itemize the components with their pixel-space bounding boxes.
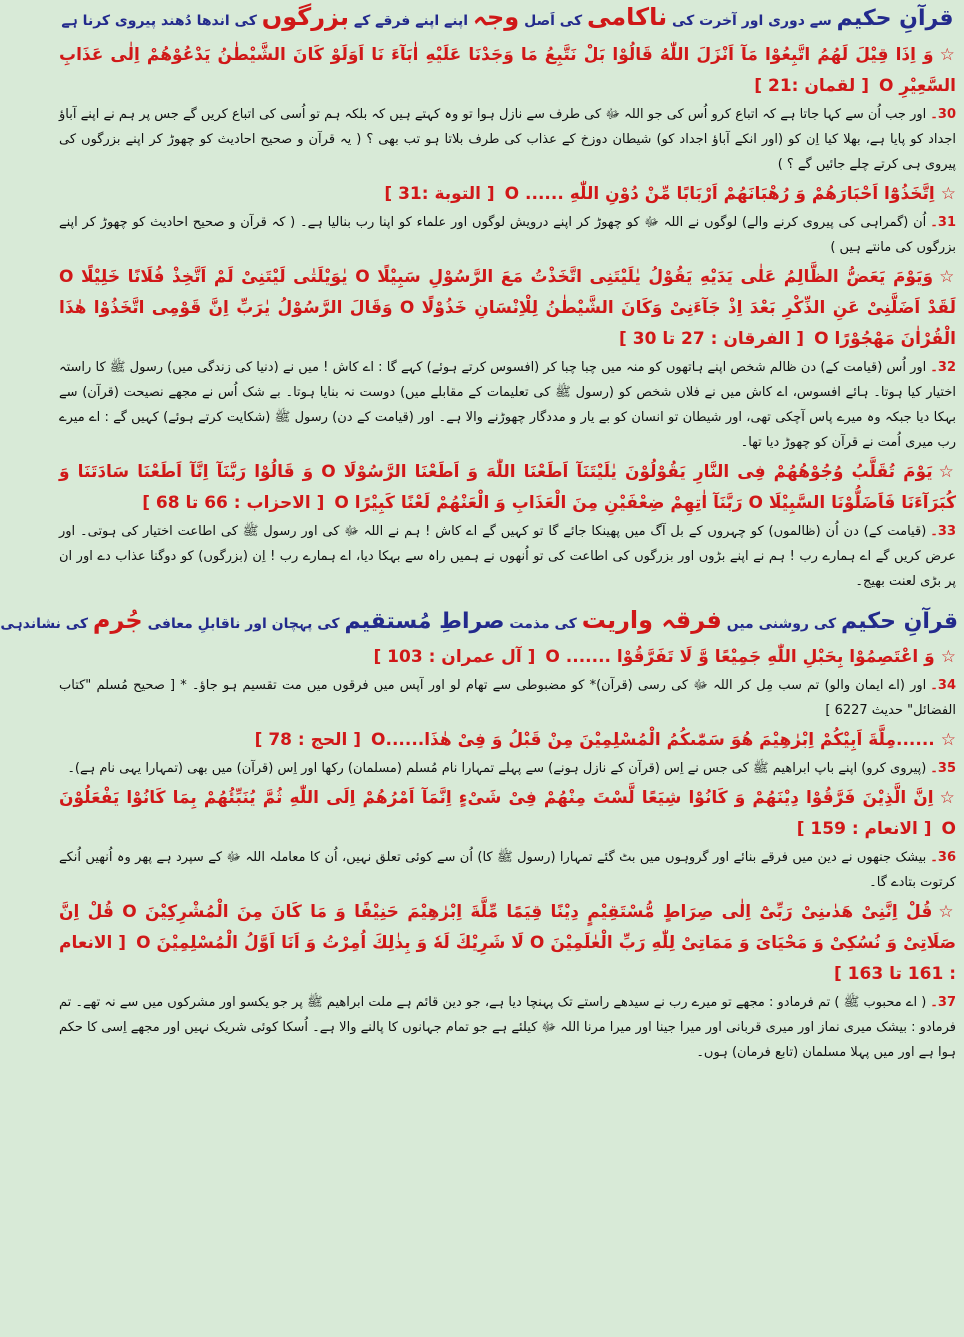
ayah-reference: [ التوبة :31 ] [384, 184, 495, 204]
ayah-text: ......مِلَّةَ اَبِيْكُمْ اِبْرٰهِيْمَ هُوَ سَمّٰىكُمُ الْمُسْلِمِيْنَ مِنْ قَبْلُ وَ فِىْ هٰذَا......O [371, 730, 935, 750]
star-icon: ☆ [938, 462, 957, 482]
ayah-text: وَيَوْمَ يَعَضُّ الظَّالِمُ عَلٰى يَدَيْهِ يَقُوْلُ يٰلَيْتَنِى اتَّخَذْتُ مَعَ الرَّسُوْلِ سَبِيْلًا O يٰوَيْلَتٰى لَيْتَنِىْ لَمْ اَتَّخِذْ فُلَانًا خَلِيْلًا O لَقَدْ اَضَلَّنِىْ عَنِ الذِّكْرِ بَعْدَ اِذْ جَآءَنِىْ وَكَانَ الشَّيْطٰنُ لِلْاِنْسَانِ خَذُوْلًا O وَقَالَ الرَّسُوْلُ يٰرَبِّ اِنَّ قَوْمِى اتَّخَذُوْا هٰذَا الْقُرْاٰنَ مَهْجُوْرًا O [59, 267, 956, 349]
translation-number: 35۔ [930, 761, 956, 776]
ayah-reference: [ الانعام : 159 ] [796, 819, 932, 839]
translation-number: 36۔ [930, 850, 956, 865]
translation-text: اور (اے ایمان والو) تم سب مِل کر اللہ ﷻ کی رسی (قرآن)* کو مضبوطی سے تھام لو اور آپس میں فرقوں میں مت تقسیم ہو جاؤ۔ * [ صحیح مُسلم "کتاب الفضائل" حدیث 6227 ] [59, 678, 956, 718]
heading-1-part-2: سے دوری اور آخرت کی [667, 13, 837, 29]
star-icon: ☆ [939, 788, 956, 808]
star-icon: ☆ [940, 184, 956, 204]
ayah-text: وَ اعْتَصِمُوْا بِحَبْلِ اللّٰهِ جَمِيْعًا وَّ لَا تَفَرَّقُوْا ....... O [545, 647, 935, 667]
translation-number: 37۔ [930, 995, 956, 1010]
translation-text: (قیامت کے) دن اُن (ظالموں) کو چہروں کے بل آگ میں پھینکا جائے گا تو کہیں گے اے کاش ! ہم نے اللہ ﷻ کی اور رسول ﷺ کی اطاعت اختیار کی ہوتی۔ اور عرض کریں گے اے ہمارے رب ! ہم نے اپنے بڑوں اور بزرگوں کی اطاعت کی تو اُنھوں نے ہمیں راہ سے بہکا دیا، اے ہمارے رب ! اِن (بزرگوں) کو دوگنا عذاب دے اور ان پر بڑی لعنت بھیج۔ [59, 524, 956, 589]
heading-1-part-8: کی اندھا دُھند پیروی کرنا ہے [61, 13, 262, 29]
translation-text: اور اُس (قیامت کے) دن ظالم شخص اپنے ہاتھوں کو منہ میں چبا چبا کر (افسوس کرتے ہوئے) کہے گا : اے کاش ! میں نے (دنیا کی زندگی میں) رسول ﷺ کا راستہ اختیار کیا ہوتا۔ ہائے افسوس، اے کاش میں نے فلاں شخص کو (رسول ﷺ کی تعلیمات کے مقابلے میں) دوست نہ بنایا ہوتا۔ بے شک اُس نے مجھے نصیحت (قرآن) سے بہکا دیا جبکہ وہ میرے پاس آچکی تھی، اور شیطان تو انسان کو بے یار و مددگار چھوڑنے والا ہے۔ اور (قیامت کے دن) رسول ﷺ (شکایت کرتے ہوئے) کہیں گے : اے میرے رب میری اُمت نے قرآن کو چھوڑ دیا تھا۔ [59, 360, 956, 450]
star-icon: ☆ [940, 647, 956, 667]
heading-2 [0, 598, 964, 642]
translation-number: 34۔ [930, 678, 956, 693]
heading-2-part-8: کی نشاندہی [0, 616, 93, 632]
heading-1-part-6: اپنے اپنے فرقے کے [349, 13, 473, 29]
heading-1-part-3: ناکامی [586, 3, 668, 31]
ayah-30 [51, 40, 964, 102]
translation-text: اور جب اُن سے کہا جاتا ہے کہ اتباع کرو اُس کی جو اللہ ﷻ کی طرف سے نازل ہوا تو وہ کہتے ہیں کہ بلکہ ہم تو اُسی کی اتباع کریں گے جس پر ہم نے اپنے آباؤ اجداد کو پایا ہے، بھلا کیا اِن کو (اور انکے آباؤ اجداد کو) شیطان دوزخ کے عذاب کی طرف بلاتا ہو تب بھی ؟ ( یہ قرآن و صحیح احادیث کو چھوڑ کر اپنے بزرگوں کی پیروی ہی کرتے چلے جائیں گے ؟ ) [59, 107, 956, 172]
ayah-37 [51, 897, 964, 990]
heading-2-part-5: صراطِ مُستقیم [344, 609, 505, 634]
translation-text: اُن (گمراہی کی پیروی کرنے والے) لوگوں نے اللہ ﷻ کو چھوڑ کر اپنے درویش لوگوں اور علماء کو اپنا رب بنالیا ہے۔ ( کہ قرآن و صحیح احادیث کو چھوڑ کر اپنے بزرگوں کی مانتے ہیں ) [59, 215, 956, 255]
ayah-35 [51, 725, 964, 756]
heading-1-part-1: قرآنِ حکیم [836, 6, 954, 31]
ayah-text: اِتَّخَذُوْٓا اَحْبَارَهُمْ وَ رُهْبَانَهُمْ اَرْبَابًا مِّنْ دُوْنِ اللّٰهِ ...... O [504, 184, 935, 204]
heading-1-part-7: بزرگوں [261, 3, 349, 31]
translation-33 [51, 519, 964, 594]
star-icon: ☆ [940, 730, 956, 750]
ayah-reference: [ الانعام : 161 تا 163 ] [59, 933, 956, 984]
heading-2-part-1: قرآنِ حکیم [841, 609, 958, 634]
ayah-36 [51, 783, 964, 845]
heading-1-part-5: وجہ [472, 3, 520, 31]
translation-36 [51, 845, 964, 895]
ayah-34 [51, 642, 964, 673]
star-icon: ☆ [938, 902, 956, 922]
translation-30 [51, 102, 964, 177]
heading-1-part-4: کی اَصل [519, 13, 587, 29]
translation-number: 33۔ [930, 524, 956, 539]
ayah-text: قُلْ اِنَّنِىْ هَدٰىنِىْ رَبِّىْٓ اِلٰى صِرَاطٍ مُّسْتَقِيْمٍ دِيْنًا قِيَمًا مِّلَّةَ اِبْرٰهِيْمَ حَنِيْفًا وَ مَا كَانَ مِنَ الْمُشْرِكِيْنَ O قُلْ اِنَّ صَلَاتِىْ وَ نُسُكِىْ وَ مَحْيَاىَ وَ مَمَاتِىْ لِلّٰهِ رَبِّ الْعٰلَمِيْنَ O لَا شَرِيْكَ لَهٗ وَ بِذٰلِكَ اُمِرْتُ وَ اَنَا اَوَّلُ الْمُسْلِمِيْنَ O [59, 902, 956, 953]
heading-2-part-6: کی پہچان اور ناقابلِ معافی [142, 616, 345, 632]
ayah-31 [51, 179, 964, 210]
translation-text: ( اے محبوب ﷺ ) تم فرمادو : مجھے تو میرے رب نے سیدھے راستے تک پہنچا دیا ہے، جو دین قائم ہے ملت ابراھیم ﷺ پر جو یکسو اور مشرکوں میں سے نہ تھے۔ تم فرمادو : بیشک میری نماز اور میری قربانی اور میرا جینا اور میرا مرنا اللہ ﷻ کیلئے ہے جو تمام جہانوں کا پالنے والا ہے۔ اُسکا کوئی شریک نہیں اور مجھے اِسی کا حکم ہوا ہے اور میں پہلا مسلمان (تابع فرمان) ہوں۔ [59, 995, 956, 1060]
translation-37 [51, 990, 964, 1065]
ayah-text: وَ اِذَا قِيْلَ لَهُمُ اتَّبِعُوْا مَآ اَنْزَلَ اللّٰهُ قَالُوْا بَلْ نَتَّبِعُ مَا وَجَدْنَا عَلَيْهِ اٰبَآءَ نَا اَوَلَوْ كَانَ الشَّيْطٰنُ يَدْعُوْهُمْ اِلٰى عَذَابِ السَّعِيْرِ O [59, 45, 956, 96]
translation-31 [51, 210, 964, 260]
heading-2-part-4: کی مذمت [504, 616, 582, 632]
translation-number: 32۔ [930, 360, 956, 375]
ayah-reference: [ الحج : 78 ] [254, 730, 362, 750]
ayah-reference: [ لقمان :21 ] [754, 76, 869, 96]
star-icon: ☆ [939, 267, 956, 287]
translation-35 [51, 756, 964, 781]
translation-text: بیشک جنھوں نے دین میں فرقے بنائے اور گروہوں میں بٹ گئے تمہارا (رسول ﷺ کا) اُن سے کوئی تعلق نہیں، اُن کا معاملہ اللہ ﷻ کے سپرد ہے پھر وہ اُنھیں اُنکے کرتوت بتادے گا۔ [59, 850, 956, 890]
ayah-text: يَوْمَ تُقَلَّبُ وُجُوْهُهُمْ فِى النَّارِ يَقُوْلُوْنَ يٰلَيْتَنَآ اَطَعْنَا اللّٰهَ وَ اَطَعْنَا الرَّسُوْلَا O وَ قَالُوْا رَبَّنَآ اِنَّآ اَطَعْنَا سَادَتَنَا وَ كُبَرَآءَنَا فَاَضَلُّوْنَا السَّبِيْلَا O رَبَّنَآ اٰتِهِمْ ضِعْفَيْنِ مِنَ الْعَذَابِ وَ الْعَنْهُمْ لَعْنًا كَبِيْرًا O [59, 462, 956, 513]
heading-2-part-7: جُرم [92, 606, 143, 634]
translation-32 [51, 355, 964, 455]
translation-text: (پیروی کرو) اپنے باپ ابراھیم ﷺ کی جس نے اِس (قرآن کے نازل ہونے) سے پہلے تمہارا نام مُسلم (مسلمان) رکھا اور اِس (قرآن) میں بھی (تمہارا یہی نام ہے)۔ [67, 761, 927, 776]
ayah-reference: [ آل عمران : 103 ] [373, 647, 536, 667]
ayah-text: اِنَّ الَّذِيْنَ فَرَّقُوْا دِيْنَهُمْ وَ كَانُوْا شِيَعًا لَّسْتَ مِنْهُمْ فِىْ شَىْءٍ اِنَّمَآ اَمْرُهُمْ اِلَى اللّٰهِ ثُمَّ يُنَبِّئُهُمْ بِمَا كَانُوْا يَفْعَلُوْنَ O [59, 788, 956, 839]
heading-2-part-3: فرقہ واریت [581, 606, 722, 634]
translation-number: 31۔ [930, 215, 956, 230]
heading-2-part-2: کی روشنی میں [721, 616, 842, 632]
ayah-reference: [ الفرقان : 27 تا 30 ] [619, 329, 805, 349]
heading-1 [51, 0, 964, 40]
translation-34 [51, 673, 964, 723]
star-icon: ☆ [939, 45, 956, 65]
ayah-33 [51, 457, 964, 519]
ayah-32 [51, 262, 964, 355]
translation-number: 30۔ [930, 107, 956, 122]
ayah-reference: [ الاحزاب : 66 تا 68 ] [142, 493, 325, 513]
